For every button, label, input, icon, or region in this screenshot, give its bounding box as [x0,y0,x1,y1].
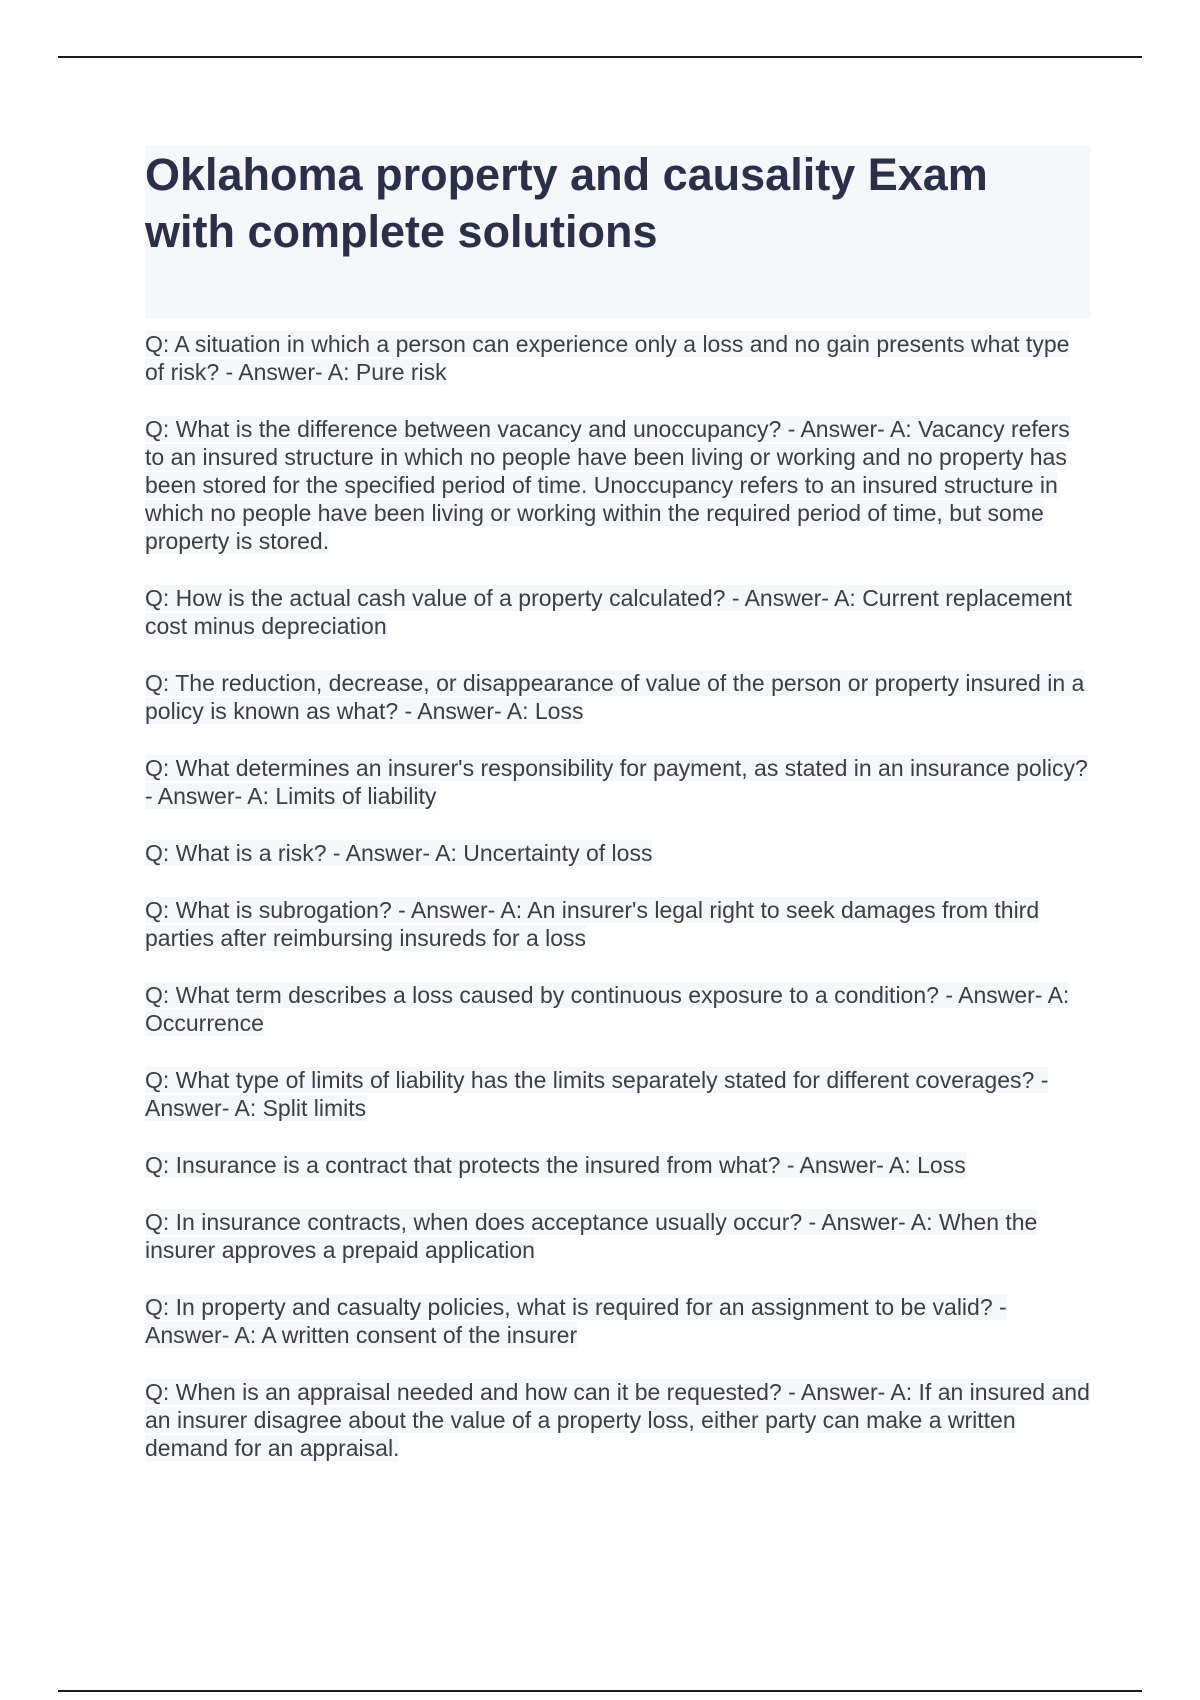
document-title: Oklahoma property and causality Exam with complete solutions [145,149,988,257]
qa-item [145,981,1090,1037]
title-block [145,146,1090,318]
qa-item [145,1066,1090,1122]
qa-item [145,415,1090,555]
qa-item [145,1378,1090,1462]
qa-item [145,754,1090,810]
qa-item [145,1151,1090,1179]
qa-text: Q: The reduction, decrease, or disappearance of value of the person or property insured in a policy is known as what? - Answer- A: Loss [145,670,1085,724]
qa-text: Q: What type of limits of liability has the limits separately stated for different coverages? - Answer- A: Split limits [145,1067,1049,1121]
qa-text: Q: Insurance is a contract that protects the insured from what? - Answer- A: Loss [145,1152,966,1178]
qa-item [145,584,1090,640]
qa-item [145,330,1090,386]
qa-item [145,896,1090,952]
qa-text: Q: How is the actual cash value of a property calculated? - Answer- A: Current replacement cost minus depreciation [145,585,1072,639]
qa-item [145,839,1090,867]
qa-item [145,669,1090,725]
qa-text: Q: When is an appraisal needed and how can it be requested? - Answer- A: If an insured and an insurer disagree about the value of a property loss, either party can make a written demand for an appraisal. [145,1379,1090,1461]
qa-item [145,1208,1090,1264]
document-body [145,146,1090,1491]
qa-text: Q: In insurance contracts, when does acceptance usually occur? - Answer- A: When the insurer approves a prepaid application [145,1209,1038,1263]
qa-list [145,330,1090,1462]
qa-text: Q: In property and casualty policies, what is required for an assignment to be valid? - Answer- A: A written consent of the insurer [145,1294,1007,1348]
qa-text: Q: What is a risk? - Answer- A: Uncertainty of loss [145,840,653,866]
qa-text: Q: A situation in which a person can experience only a loss and no gain presents what type of risk? - Answer- A: Pure risk [145,331,1070,385]
bottom-rule [58,1690,1142,1692]
qa-text: Q: What determines an insurer's responsibility for payment, as stated in an insurance policy? - Answer- A: Limits of liability [145,755,1088,809]
top-rule [58,56,1142,58]
qa-item [145,1293,1090,1349]
qa-text: Q: What term describes a loss caused by continuous exposure to a condition? - Answer- A: Occurrence [145,982,1070,1036]
qa-text: Q: What is subrogation? - Answer- A: An insurer's legal right to seek damages from third parties after reimbursing insureds for a loss [145,897,1040,951]
qa-text: Q: What is the difference between vacancy and unoccupancy? - Answer- A: Vacancy refers to an insured structure in which no people have been living or working and no property has been stored for the specified period of time. Unoccupancy refers to an insured structure in which no people have been living or working within the required period of time, but some property is stored. [145,416,1070,554]
